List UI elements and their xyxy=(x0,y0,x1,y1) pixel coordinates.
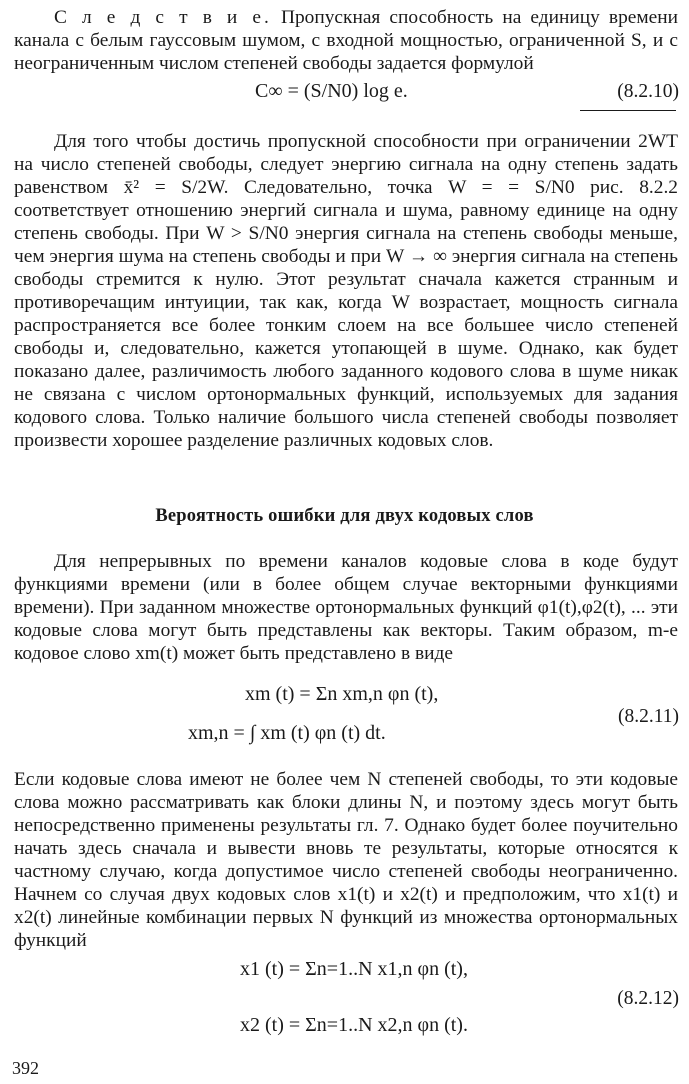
paragraph-two-codewords: Если кодовые слова имеют не более чем N степеней свободы, то эти кодовые слова можно рассматривать как блоки длины N, и поэтому здесь могут быть непосредственно применены результаты гл. 7. Однако будет более поучительно начать здесь сначала и вывести вновь те результаты, которые относятся к частному случаю, когда допустимое число степеней свободы неограниченно. Начнем со случая двух кодовых слов x1(t) и x2(t) и предположим, что x1(t) и x2(t) линейные комбинации первых N функций из множества ортонормальных функций xyxy=(14,769,678,951)
equation-rule xyxy=(580,110,676,111)
page-number: 392 xyxy=(12,1058,39,1078)
equation-number-8-2-10: (8.2.10) xyxy=(617,81,679,102)
equation-8-2-10: C∞ = (S/N0) log e. xyxy=(255,80,408,102)
corollary-text: Пропускная способность на единицу времени канала с белым гауссовым шумом, с входной мощностью, ограниченной S, и с неограниченным числом степеней свободы задается формулой xyxy=(14,7,678,74)
equation-8-2-11-line-2: xm,n = ∫ xm (t) φn (t) dt. xyxy=(188,722,386,744)
corollary-lead: С л е д с т в и е. xyxy=(54,7,272,28)
section-heading: Вероятность ошибки для двух кодовых слов xyxy=(155,506,534,526)
paragraph-continuous-channels: Для непрерывных по времени каналов кодовые слова в коде будут функциями времени (или в более общем случае векторными функциями времени). При заданном множестве ортонормальных функций φ1(t),φ2(t), ... эти кодовые слова могут быть представлены как векторы. Таким образом, m-е кодовое слово xm(t) может быть представлено в виде xyxy=(14,551,678,664)
equation-number-8-2-11: (8.2.11) xyxy=(617,706,679,727)
equation-number-8-2-12: (8.2.12) xyxy=(617,988,679,1009)
equation-8-2-12-line-2: x2 (t) = Σn=1..N x2,n φn (t). xyxy=(240,1014,468,1036)
equation-8-2-12-line-1: x1 (t) = Σn=1..N x1,n φn (t), xyxy=(240,958,468,980)
corollary-paragraph xyxy=(14,6,678,75)
equation-8-2-11-line-1: xm (t) = Σn xm,n φn (t), xyxy=(245,683,439,705)
paragraph-degrees-of-freedom: Для того чтобы достичь пропускной способности при ограничении 2WT на число степеней свободы, следует энергию сигнала на одну степень задать равенством x̄² = S/2W. Следовательно, точка W = = S/N0 рис. 8.2.2 соответствует отношению энергий сигнала и шума, равному единице на одну степень свободы. При W > S/N0 энергия сигнала на степень свободы меньше, чем энергия шума на степень свободы и при W → ∞ энергия сигнала на степень свободы стремится к нулю. Этот результат сначала кажется странным и противоречащим интуиции, так как, когда W возрастает, мощность сигнала распространяется все более тонким слоем на все большее число степеней свободы и, следовательно, кажется утопающей в шуме. Однако, как будет показано далее, различимость любого заданного кодового слова в шуме никак не связана с числом ортонормальных функций, используемых для задания кодового слова. Только наличие большого числа степеней свободы позволяет произвести хорошее разделение различных кодовых слов. xyxy=(14,131,678,451)
